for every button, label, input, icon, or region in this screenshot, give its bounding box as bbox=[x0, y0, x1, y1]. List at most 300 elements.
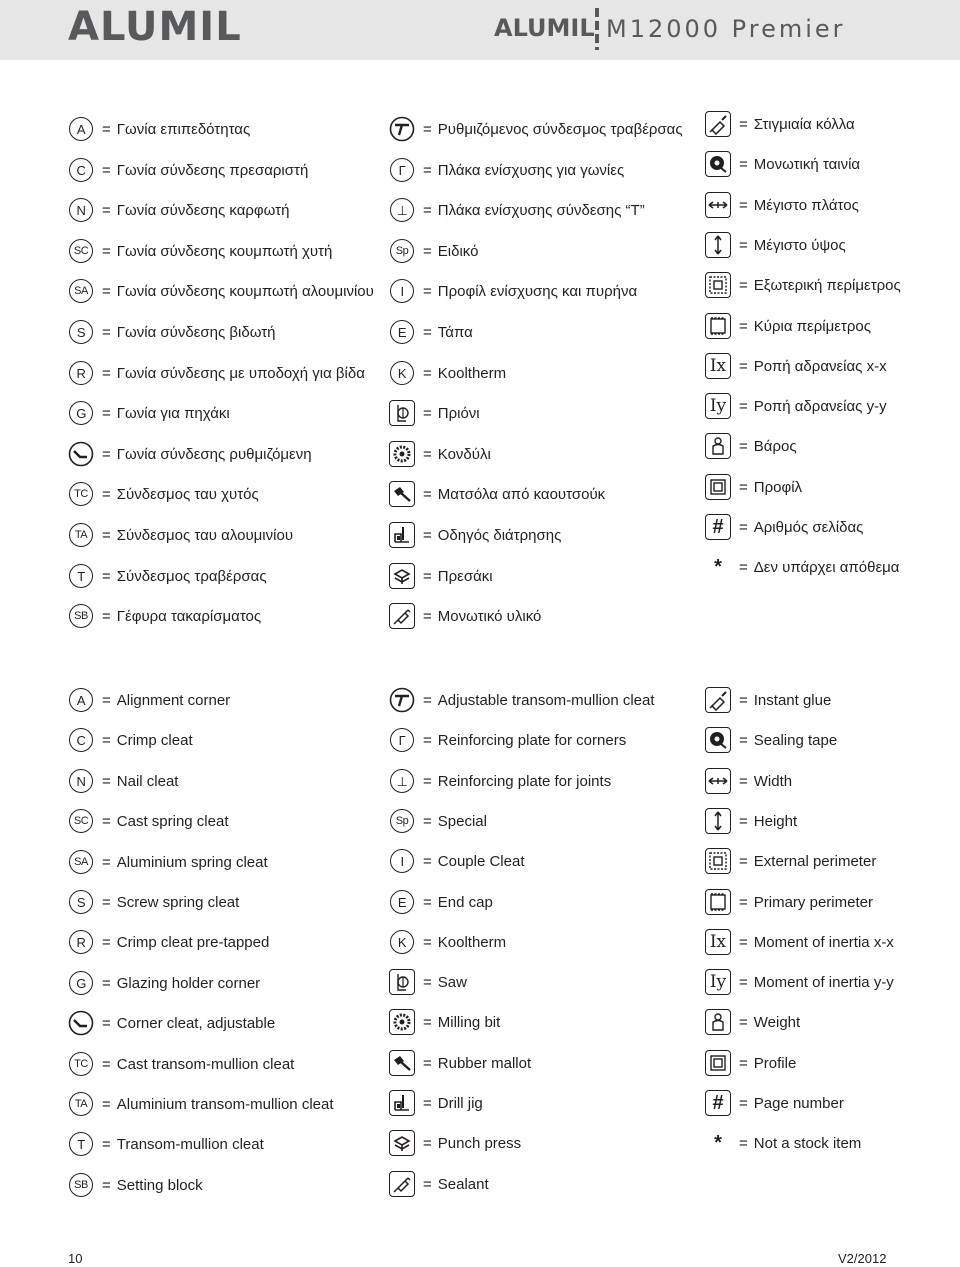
symbol-badge: TC bbox=[69, 1052, 93, 1076]
letter-symbol bbox=[66, 237, 96, 265]
legend-row bbox=[703, 432, 797, 460]
equals-sign: = bbox=[739, 558, 748, 576]
equals-sign: = bbox=[102, 364, 111, 382]
legend-label: Γωνία σύνδεσης βιδωτή bbox=[116, 323, 276, 341]
legend-row bbox=[66, 1050, 294, 1078]
equals-sign: = bbox=[102, 282, 111, 300]
legend-label: End cap bbox=[437, 893, 493, 911]
legend-label: Screw spring cleat bbox=[116, 893, 240, 911]
legend-label: Γωνία επιπεδότητας bbox=[116, 120, 251, 138]
letter-symbol bbox=[387, 318, 417, 346]
equals-sign: = bbox=[102, 731, 111, 749]
equals-sign: = bbox=[739, 357, 748, 375]
legend-row bbox=[703, 191, 859, 219]
legend-label: Instant glue bbox=[753, 691, 832, 709]
equals-sign: = bbox=[739, 115, 748, 133]
legend-row bbox=[387, 196, 645, 224]
legend-row bbox=[703, 1049, 796, 1077]
asterisk-icon bbox=[703, 553, 733, 581]
legend-row bbox=[387, 1089, 483, 1117]
legend-row bbox=[387, 726, 626, 754]
legend-label: Milling bit bbox=[437, 1013, 501, 1031]
hash-symbol: # bbox=[712, 515, 724, 538]
equals-sign: = bbox=[102, 1095, 111, 1113]
equals-sign: = bbox=[102, 691, 111, 709]
legend-row bbox=[703, 847, 876, 875]
sealant-icon bbox=[387, 1170, 417, 1198]
symbol-badge: S bbox=[69, 890, 93, 914]
legend-label: Προφίλ ενίσχυσης και πυρήνα bbox=[437, 282, 638, 300]
equals-sign: = bbox=[102, 893, 111, 911]
legend-row bbox=[387, 1129, 521, 1157]
letter-symbol bbox=[66, 399, 96, 427]
equals-sign: = bbox=[423, 242, 432, 260]
equals-sign: = bbox=[423, 691, 432, 709]
legend-label: Πριόνι bbox=[437, 404, 480, 422]
equals-sign: = bbox=[739, 397, 748, 415]
legend-row bbox=[66, 1009, 275, 1037]
equals-sign: = bbox=[423, 1013, 432, 1031]
legend-row bbox=[387, 521, 561, 549]
letter-symbol bbox=[66, 318, 96, 346]
legend-row bbox=[703, 1089, 844, 1117]
equals-sign: = bbox=[102, 161, 111, 179]
legend-label: Γωνία σύνδεσης με υποδοχή για βίδα bbox=[116, 364, 365, 382]
sealing-tape-icon bbox=[703, 150, 733, 178]
equals-sign: = bbox=[739, 1094, 748, 1112]
legend-label: Οδηγός διάτρησης bbox=[437, 526, 562, 544]
sealing-tape-icon bbox=[703, 726, 733, 754]
punch-press-icon bbox=[387, 562, 417, 590]
equals-sign: = bbox=[423, 731, 432, 749]
equals-sign: = bbox=[739, 1013, 748, 1031]
legend-label: Crimp cleat pre-tapped bbox=[116, 933, 270, 951]
letter-symbol bbox=[387, 726, 417, 754]
letter-symbol bbox=[66, 726, 96, 754]
legend-label: Aluminium spring cleat bbox=[116, 853, 268, 871]
equals-sign: = bbox=[102, 526, 111, 544]
symbol-badge: A bbox=[69, 688, 93, 712]
legend-label: Σύνδεσμος ταυ αλουμινίου bbox=[116, 526, 294, 544]
legend-label: Aluminium transom-mullion cleat bbox=[116, 1095, 334, 1113]
legend-row bbox=[66, 767, 178, 795]
legend-label: Transom-mullion cleat bbox=[116, 1135, 264, 1153]
legend-label: Ρυθμιζόμενος σύνδεσμος τραβέρσας bbox=[437, 120, 683, 138]
legend-row bbox=[703, 928, 894, 956]
equals-sign: = bbox=[423, 445, 432, 463]
legend-row bbox=[387, 480, 605, 508]
inertia-symbol: Ix bbox=[709, 932, 727, 952]
equals-sign: = bbox=[102, 485, 111, 503]
equals-sign: = bbox=[739, 518, 748, 536]
external-perimeter-icon bbox=[703, 271, 733, 299]
equals-sign: = bbox=[423, 1094, 432, 1112]
equals-sign: = bbox=[739, 731, 748, 749]
symbol-badge: Sp bbox=[390, 809, 414, 833]
legend-label: Sealing tape bbox=[753, 731, 838, 749]
equals-sign: = bbox=[102, 567, 111, 585]
legend-label: Δεν υπάρχει απόθεμα bbox=[753, 558, 900, 576]
equals-sign: = bbox=[423, 1054, 432, 1072]
legend-label: Page number bbox=[753, 1094, 844, 1112]
symbol-badge: C bbox=[69, 158, 93, 182]
legend-label: Reinforcing plate for joints bbox=[437, 772, 612, 790]
symbol-badge: SA bbox=[69, 279, 93, 303]
hash-symbol: # bbox=[712, 1091, 724, 1114]
legend-row bbox=[703, 312, 871, 340]
equals-sign: = bbox=[423, 404, 432, 422]
equals-sign: = bbox=[423, 1175, 432, 1193]
symbol-badge: ⊥ bbox=[390, 198, 414, 222]
equals-sign: = bbox=[423, 323, 432, 341]
letter-symbol bbox=[66, 1050, 96, 1078]
equals-sign: = bbox=[102, 933, 111, 951]
equals-sign: = bbox=[423, 1134, 432, 1152]
letter-symbol bbox=[66, 686, 96, 714]
legend-label: Profile bbox=[753, 1054, 797, 1072]
drill-jig-icon bbox=[387, 521, 417, 549]
symbol-badge: SA bbox=[69, 850, 93, 874]
adjustable-corner-icon bbox=[66, 440, 96, 468]
symbol-badge: G bbox=[69, 971, 93, 995]
legend-label: Μέγιστο ύψος bbox=[753, 236, 846, 254]
legend-label: Special bbox=[437, 812, 487, 830]
symbol-badge: G bbox=[69, 401, 93, 425]
symbol-badge: Sp bbox=[390, 239, 414, 263]
equals-sign: = bbox=[739, 276, 748, 294]
milling-bit-icon bbox=[387, 1008, 417, 1036]
symbol-badge: K bbox=[390, 361, 414, 385]
legend-row bbox=[66, 318, 275, 346]
legend-row bbox=[387, 928, 506, 956]
legend-label: Αριθμός σελίδας bbox=[753, 518, 864, 536]
width-arrows-icon bbox=[703, 767, 733, 795]
primary-perimeter-icon bbox=[703, 312, 733, 340]
equals-sign: = bbox=[102, 242, 111, 260]
letter-symbol bbox=[387, 888, 417, 916]
letter-symbol bbox=[387, 767, 417, 795]
glue-icon bbox=[703, 110, 733, 138]
equals-sign: = bbox=[102, 812, 111, 830]
equals-sign: = bbox=[423, 526, 432, 544]
legend-row bbox=[703, 271, 901, 299]
legend-label: Στιγμιαία κόλλα bbox=[753, 115, 855, 133]
hash-icon bbox=[703, 1089, 733, 1117]
external-perimeter-icon bbox=[703, 847, 733, 875]
milling-bit-icon bbox=[387, 440, 417, 468]
letter-symbol bbox=[387, 196, 417, 224]
legend-label: Cast spring cleat bbox=[116, 812, 229, 830]
saw-icon bbox=[387, 399, 417, 427]
alumil-small-logo: ALUMIL bbox=[494, 14, 595, 42]
legend-row bbox=[66, 928, 269, 956]
legend-row bbox=[387, 1008, 500, 1036]
equals-sign: = bbox=[423, 161, 432, 179]
product-name: M12000 Premier bbox=[606, 15, 846, 43]
inertia-icon bbox=[703, 928, 733, 956]
symbol-badge: Γ bbox=[390, 158, 414, 182]
legend-row bbox=[387, 1170, 489, 1198]
height-arrows-icon bbox=[703, 807, 733, 835]
inertia-symbol: Ix bbox=[709, 356, 727, 376]
legend-row bbox=[387, 359, 506, 387]
equals-sign: = bbox=[739, 893, 748, 911]
legend-label: External perimeter bbox=[753, 852, 877, 870]
legend-label: Σύνδεσμος ταυ χυτός bbox=[116, 485, 259, 503]
profile-icon bbox=[703, 473, 733, 501]
equals-sign: = bbox=[423, 973, 432, 991]
legend-row bbox=[703, 110, 855, 138]
equals-sign: = bbox=[739, 196, 748, 214]
legend-label: Πλάκα ενίσχυσης σύνδεσης “Τ” bbox=[437, 201, 645, 219]
legend-label: Primary perimeter bbox=[753, 893, 873, 911]
legend-row bbox=[387, 115, 683, 143]
legend-row bbox=[66, 237, 332, 265]
legend-label: Weight bbox=[753, 1013, 801, 1031]
legend-label: Σύνδεσμος τραβέρσας bbox=[116, 567, 267, 585]
legend-label: Προφίλ bbox=[753, 478, 803, 496]
legend-row bbox=[66, 726, 193, 754]
legend-label: Drill jig bbox=[437, 1094, 483, 1112]
symbol-badge: Γ bbox=[390, 728, 414, 752]
legend-label: Γωνία σύνδεσης κουμπωτή χυτή bbox=[116, 242, 333, 260]
legend-label: Γωνία σύνδεσης κουμπωτή αλουμινίου bbox=[116, 282, 374, 300]
legend-label: Κύρια περίμετρος bbox=[753, 317, 871, 335]
legend-row bbox=[703, 150, 860, 178]
equals-sign: = bbox=[102, 120, 111, 138]
symbol-badge: K bbox=[390, 930, 414, 954]
legend-row bbox=[66, 480, 259, 508]
legend-label: Moment of inertia y-y bbox=[753, 973, 894, 991]
legend-label: Ροπή αδρανείας y-y bbox=[753, 397, 887, 415]
legend-row bbox=[387, 1049, 531, 1077]
equals-sign: = bbox=[739, 155, 748, 173]
symbol-badge: C bbox=[69, 728, 93, 752]
adjustable-corner-icon bbox=[66, 1009, 96, 1037]
legend-row bbox=[703, 767, 792, 795]
legend-row bbox=[387, 968, 467, 996]
legend-row bbox=[66, 277, 374, 305]
profile-icon bbox=[703, 1049, 733, 1077]
legend-row bbox=[703, 1129, 861, 1157]
legend-label: Width bbox=[753, 772, 793, 790]
letter-symbol bbox=[66, 156, 96, 184]
equals-sign: = bbox=[739, 691, 748, 709]
inertia-icon bbox=[703, 352, 733, 380]
height-arrows-icon bbox=[703, 231, 733, 259]
legend-row bbox=[66, 848, 268, 876]
equals-sign: = bbox=[739, 772, 748, 790]
equals-sign: = bbox=[423, 364, 432, 382]
legend-label: Μονωτικό υλικό bbox=[437, 607, 542, 625]
equals-sign: = bbox=[102, 1176, 111, 1194]
symbol-badge: E bbox=[390, 890, 414, 914]
letter-symbol bbox=[66, 521, 96, 549]
equals-sign: = bbox=[423, 812, 432, 830]
legend-label: Height bbox=[753, 812, 798, 830]
inertia-symbol: Iy bbox=[709, 396, 727, 416]
legend-label: Μονωτική ταινία bbox=[753, 155, 861, 173]
equals-sign: = bbox=[739, 437, 748, 455]
legend-label: Punch press bbox=[437, 1134, 522, 1152]
legend-row bbox=[66, 969, 260, 997]
letter-symbol bbox=[66, 602, 96, 630]
legend-row bbox=[66, 1090, 334, 1118]
equals-sign: = bbox=[423, 485, 432, 503]
legend-row bbox=[387, 277, 637, 305]
legend-row bbox=[703, 888, 873, 916]
inertia-icon bbox=[703, 392, 733, 420]
hash-icon bbox=[703, 513, 733, 541]
primary-perimeter-icon bbox=[703, 888, 733, 916]
symbol-badge: TA bbox=[69, 523, 93, 547]
legend-label: Couple Cleat bbox=[437, 852, 525, 870]
equals-sign: = bbox=[423, 282, 432, 300]
equals-sign: = bbox=[102, 404, 111, 422]
legend-row bbox=[387, 399, 480, 427]
page-header bbox=[0, 0, 960, 60]
legend-row bbox=[66, 686, 230, 714]
letter-symbol bbox=[66, 767, 96, 795]
symbol-badge: SC bbox=[69, 239, 93, 263]
symbol-badge: SB bbox=[69, 1173, 93, 1197]
adjustable-cleat-icon bbox=[387, 686, 417, 714]
equals-sign: = bbox=[739, 933, 748, 951]
letter-symbol bbox=[66, 848, 96, 876]
letter-symbol bbox=[66, 359, 96, 387]
legend-row bbox=[66, 399, 230, 427]
symbol-badge: E bbox=[390, 320, 414, 344]
equals-sign: = bbox=[739, 852, 748, 870]
letter-symbol bbox=[387, 156, 417, 184]
equals-sign: = bbox=[102, 445, 111, 463]
legend-row bbox=[66, 562, 267, 590]
legend-row bbox=[703, 553, 899, 581]
equals-sign: = bbox=[739, 973, 748, 991]
asterisk-symbol: * bbox=[714, 1131, 722, 1154]
sealant-icon bbox=[387, 602, 417, 630]
legend-label: Κονδύλι bbox=[437, 445, 491, 463]
legend-label: Alignment corner bbox=[116, 691, 231, 709]
equals-sign: = bbox=[102, 974, 111, 992]
equals-sign: = bbox=[423, 893, 432, 911]
legend-label: Moment of inertia x-x bbox=[753, 933, 894, 951]
equals-sign: = bbox=[423, 120, 432, 138]
legend-label: Εξωτερική περίμετρος bbox=[753, 276, 901, 294]
width-arrows-icon bbox=[703, 191, 733, 219]
letter-symbol bbox=[66, 888, 96, 916]
legend-row bbox=[66, 440, 312, 468]
legend-row bbox=[703, 352, 887, 380]
legend-row bbox=[66, 807, 228, 835]
symbol-badge: TC bbox=[69, 482, 93, 506]
symbol-badge: R bbox=[69, 930, 93, 954]
symbol-badge: T bbox=[69, 1132, 93, 1156]
alumil-logo: ALUMIL bbox=[68, 4, 242, 50]
symbol-badge: A bbox=[69, 117, 93, 141]
document-version: V2/2012 bbox=[838, 1251, 887, 1266]
letter-symbol bbox=[387, 359, 417, 387]
legend-label: Γωνία για πηχάκι bbox=[116, 404, 230, 422]
asterisk-symbol: * bbox=[714, 555, 722, 578]
legend-label: Γωνία σύνδεσης πρεσαριστή bbox=[116, 161, 309, 179]
symbol-badge: SC bbox=[69, 809, 93, 833]
glue-icon bbox=[703, 686, 733, 714]
letter-symbol bbox=[66, 1171, 96, 1199]
letter-symbol bbox=[387, 237, 417, 265]
letter-symbol bbox=[66, 928, 96, 956]
rubber-mallet-icon bbox=[387, 480, 417, 508]
equals-sign: = bbox=[102, 201, 111, 219]
symbol-badge: R bbox=[69, 361, 93, 385]
legend-row bbox=[66, 1130, 264, 1158]
letter-symbol bbox=[66, 1130, 96, 1158]
legend-label: Τάπα bbox=[437, 323, 473, 341]
legend-row bbox=[387, 888, 493, 916]
saw-icon bbox=[387, 968, 417, 996]
asterisk-icon bbox=[703, 1129, 733, 1157]
symbol-badge: N bbox=[69, 198, 93, 222]
legend-label: Γωνία σύνδεσης ρυθμιζόμενη bbox=[116, 445, 312, 463]
equals-sign: = bbox=[739, 317, 748, 335]
equals-sign: = bbox=[739, 236, 748, 254]
letter-symbol bbox=[387, 277, 417, 305]
inertia-icon bbox=[703, 968, 733, 996]
legend-label: Ειδικό bbox=[437, 242, 479, 260]
equals-sign: = bbox=[102, 772, 111, 790]
legend-label: Glazing holder corner bbox=[116, 974, 261, 992]
legend-row bbox=[387, 767, 611, 795]
legend-row bbox=[387, 237, 478, 265]
legend-label: Setting block bbox=[116, 1176, 203, 1194]
equals-sign: = bbox=[423, 567, 432, 585]
legend-row bbox=[66, 888, 239, 916]
symbol-badge: I bbox=[390, 279, 414, 303]
legend-label: Πρεσάκι bbox=[437, 567, 493, 585]
legend-row bbox=[387, 807, 487, 835]
page-number: 10 bbox=[68, 1251, 83, 1266]
legend-label: Saw bbox=[437, 973, 467, 991]
letter-symbol bbox=[387, 847, 417, 875]
legend-label: Ματσόλα από καουτσούκ bbox=[437, 485, 606, 503]
legend-label: Reinforcing plate for corners bbox=[437, 731, 627, 749]
adjustable-cleat-icon bbox=[387, 115, 417, 143]
weight-icon bbox=[703, 1008, 733, 1036]
equals-sign: = bbox=[423, 201, 432, 219]
legend-label: Γέφυρα τακαρίσματος bbox=[116, 607, 262, 625]
equals-sign: = bbox=[739, 1054, 748, 1072]
legend-row bbox=[66, 115, 250, 143]
legend-row bbox=[66, 359, 365, 387]
legend-row bbox=[66, 602, 261, 630]
inertia-symbol: Iy bbox=[709, 972, 727, 992]
legend-row bbox=[387, 686, 655, 714]
drill-jig-icon bbox=[387, 1089, 417, 1117]
symbol-badge: N bbox=[69, 769, 93, 793]
legend-row bbox=[703, 513, 863, 541]
equals-sign: = bbox=[739, 812, 748, 830]
legend-row bbox=[387, 847, 524, 875]
letter-symbol bbox=[66, 807, 96, 835]
legend-label: Βάρος bbox=[753, 437, 797, 455]
legend-label: Γωνία σύνδεσης καρφωτή bbox=[116, 201, 290, 219]
letter-symbol bbox=[66, 562, 96, 590]
equals-sign: = bbox=[102, 607, 111, 625]
punch-press-icon bbox=[387, 1129, 417, 1157]
legend-label: Kooltherm bbox=[437, 364, 507, 382]
symbol-badge: I bbox=[390, 849, 414, 873]
legend-row bbox=[387, 602, 541, 630]
